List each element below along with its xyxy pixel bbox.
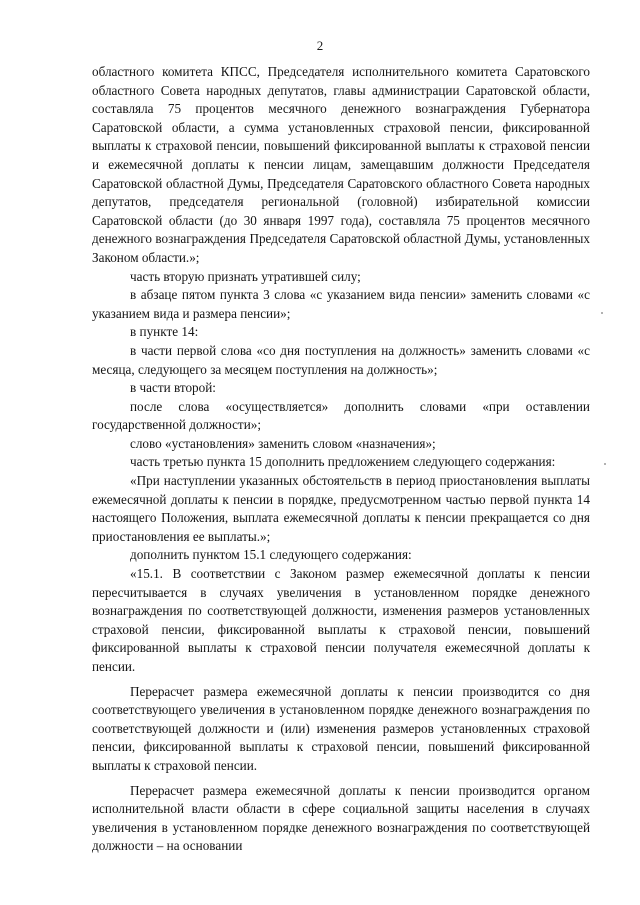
paragraph-2: часть вторую признать утратившей силу; — [130, 268, 361, 284]
scan-speck-decoration — [604, 463, 606, 465]
paragraph-3: в абзаце пятом пункта 3 слова «с указанием вида пенсии» заменить словами «с указанием вида и размера пенсии»; — [92, 287, 590, 321]
paragraph-6: в части второй: — [130, 380, 216, 396]
paragraph-12: «15.1. В соответствии с Законом размер ежемесячной доплаты к пенсии пересчитывается в случаях увеличения в установленном порядке денежного вознаграждения по соответствующей должности, изменения размеров установленных страховой пенсии, фиксированной выплаты к страховой пенсии, повышений фиксированной выплаты к страховой пенсии получателя ежемесячной доплаты к пенсии. — [92, 566, 590, 674]
paragraph-8: слово «установления» заменить словом «назначения»; — [130, 435, 436, 451]
paragraph-14: Перерасчет размера ежемесячной доплаты к пенсии производится органом исполнительной власти области в сфере социальной защиты населения в случаях увеличения в установленном порядке денежного вознаграждения по соответствующей должности – на основании — [92, 782, 590, 854]
paragraph-5: в части первой слова «со дня поступления на должность» заменить словами «с месяца, следующего за месяцем поступления на должность»; — [92, 342, 590, 377]
paragraph-7: после слова «осуществляется» дополнить словами «при оставлении государственной должности»; — [92, 398, 590, 433]
paragraph-4: в пункте 14: — [130, 324, 199, 340]
paragraph-10: «При наступлении указанных обстоятельств в период приостановления выплаты ежемесячной доплаты к пенсии в порядке, предусмотренном частью первой пункта 14 настоящего Положения, выплата ежемесячной доплаты к пенсии прекращается со дня приостановления ее выплаты.»; — [92, 473, 590, 544]
paragraph-1: областного комитета КПСС, Председателя исполнительного комитета Саратовского областного Совета народных депутатов, главы администрации Саратовской области, составляла 75 процентов месячного денежного вознаграждения Губернатора Саратовской области, а сумма установленных страховой пенсии, фиксированной выплаты к страховой пенсии, повышений фиксированной выплаты к страховой пенсии и ежемесячной доплаты к пенсии лицам, замещавшим должности Председателя Саратовской областной Думы, Председателя Саратовского областного Совета народных депутатов, председателя региональной (головной) избирательной комиссии Саратовской области (до 30 января 1997 года), составляла 75 процентов месячного денежного вознаграждения Председателя Саратовской областной Думы, установленных Законом области.»; — [92, 64, 590, 265]
document-body — [92, 63, 590, 856]
page-number: 2 — [316, 38, 324, 53]
paragraph-9: часть третью пункта 15 дополнить предложением следующего содержания: — [130, 454, 556, 470]
scan-speck-decoration — [601, 312, 603, 314]
paragraph-13: Перерасчет размера ежемесячной доплаты к пенсии производится со дня соответствующего увеличения в установленном порядке денежного вознаграждения по соответствующей должности и (или) изменения размеров установленных страховой пенсии, фиксированной выплаты к страховой пенсии, повышений фиксированной выплаты к страховой пенсии. — [92, 683, 590, 773]
paragraph-11: дополнить пунктом 15.1 следующего содержания: — [130, 547, 412, 563]
